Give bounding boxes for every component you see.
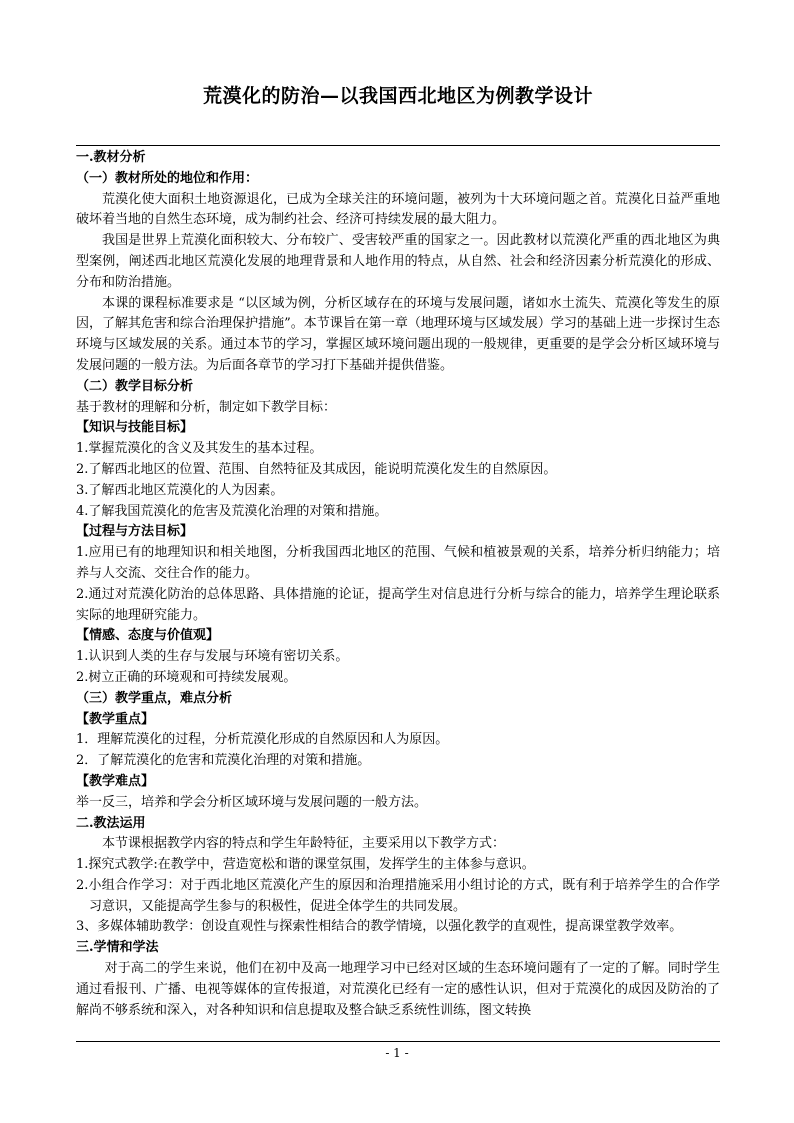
list-item: 1.探究式教学:在教学中，营造宽松和谐的课堂氛围，发挥学生的主体参与意识。 bbox=[76, 857, 535, 873]
paragraph: 本课的课程标准要求是 “以区域为例，分析区域存在的环境与发展问题，诸如水土流失、荒漠化等发生的原因，了解其危害和综合治理保护措施”。本节课旨在第一章（地理环境与区域发展）学习的基础上进一步探讨生态环境与区域发展的关系。通过本节的学习，掌握区域环境问题出现的一般规律，更重要的是学会分析区域环境与发展问题的一般方法。为后面各章节的学习打下基础并提供借鉴。 bbox=[76, 295, 720, 373]
subsection-heading: （三）教学重点，难点分析 bbox=[76, 690, 233, 706]
section-heading: 二.教法运用 bbox=[76, 815, 146, 831]
paragraph: 本节课根据教学内容的特点和学生年龄特征，主要采用以下教学方式： bbox=[102, 836, 506, 852]
paragraph: 基于教材的理解和分析，制定如下教学目标： bbox=[76, 399, 337, 415]
paragraph: 我国是世界上荒漠化面积较大、分布较广、受害较严重的国家之一。因此教材以荒漠化严重的西北地区为典型案例，阐述西北地区荒漠化发展的地理背景和人地作用的特点，从自然、社会和经济因素分析荒漠化的形成、分布和防治措施。 bbox=[76, 233, 720, 290]
section-heading: 一.教材分析 bbox=[76, 150, 146, 165]
document-page bbox=[76, 82, 720, 1021]
list-item: 2.树立正确的环境观和可持续发展观。 bbox=[76, 669, 297, 685]
list-item: 3、多媒体辅助教学：创设直观性与探索性相结合的教学情境，以强化教学的直观性，提高课堂教学效率。 bbox=[76, 919, 683, 935]
list-item: 1.掌握荒漠化的含义及其发生的基本过程。 bbox=[76, 441, 323, 457]
bracket-heading: 【教学重点】 bbox=[76, 711, 155, 727]
bracket-heading: 【过程与方法目标】 bbox=[76, 524, 194, 540]
subsection-heading: （一）教材所处的地位和作用： bbox=[76, 170, 259, 186]
bracket-heading: 【教学难点】 bbox=[76, 773, 155, 789]
section-heading: 三.学情和学法 bbox=[76, 940, 159, 956]
bracket-heading: 【情感、态度与价值观】 bbox=[76, 628, 220, 644]
list-item: 1.认识到人类的生存与发展与环境有密切关系。 bbox=[76, 649, 349, 665]
list-item: 2.小组合作学习：对于西北地区荒漠化产生的原因和治理措施采用小组讨论的方式，既有利于培养学生的合作学习意识，又能提高学生参与的积极性，促进全体学生的共同发展。 bbox=[76, 877, 720, 914]
subsection-heading: （二）教学目标分析 bbox=[76, 378, 194, 394]
footer-rule bbox=[76, 1041, 720, 1042]
list-item: 1．理解荒漠化的过程，分析荒漠化形成的自然原因和人为原因。 bbox=[76, 732, 449, 748]
bracket-heading: 【知识与技能目标】 bbox=[76, 420, 194, 436]
list-item: 4.了解我国荒漠化的危害及荒漠化治理的对策和措施。 bbox=[76, 503, 388, 519]
list-item: 3.了解西北地区荒漠化的人为因素。 bbox=[76, 482, 284, 498]
list-item: 2.通过对荒漠化防治的总体思路、具体措施的论证，提高学生对信息进行分析与综合的能力，培养学生理论联系实际的地理研究能力。 bbox=[76, 586, 720, 623]
page-number: - 1 - bbox=[385, 1046, 409, 1060]
list-item: 2．了解荒漠化的危害和荒漠化治理的对策和措施。 bbox=[76, 753, 371, 769]
list-item: 2.了解西北地区的位置、范围、自然特征及其成因，能说明荒漠化发生的自然原因。 bbox=[76, 461, 557, 477]
paragraph: 对于高二的学生来说，他们在初中及高一地理学习中已经对区域的生态环境问题有了一定的了解。同时学生通过看报刊、广播、电视等媒体的宣传报道，对荒漠化已经有一定的感性认识，但对于荒漠化的成因及防治的了解尚不够系统和深入，对各种知识和信息提取及整合缺乏系统性训练，图文转换 bbox=[76, 961, 720, 1018]
list-item: 1.应用已有的地理知识和相关地图，分析我国西北地区的范围、气候和植被景观的关系，培养分析归纳能力；培养与人交流、交往合作的能力。 bbox=[76, 545, 720, 581]
list-item: 举一反三，培养和学会分析区域环境与发展问题的一般方法。 bbox=[76, 794, 428, 810]
paragraph: 荒漠化使大面积土地资源退化，已成为全球关注的环境问题，被列为十大环境问题之首。荒漠化日益严重地破坏着当地的自然生态环境，成为制约社会、经济可持续发展的最大阻力。 bbox=[76, 191, 720, 228]
document-title: 荒漠化的防治—以我国西北地区为例教学设计 bbox=[202, 85, 593, 107]
